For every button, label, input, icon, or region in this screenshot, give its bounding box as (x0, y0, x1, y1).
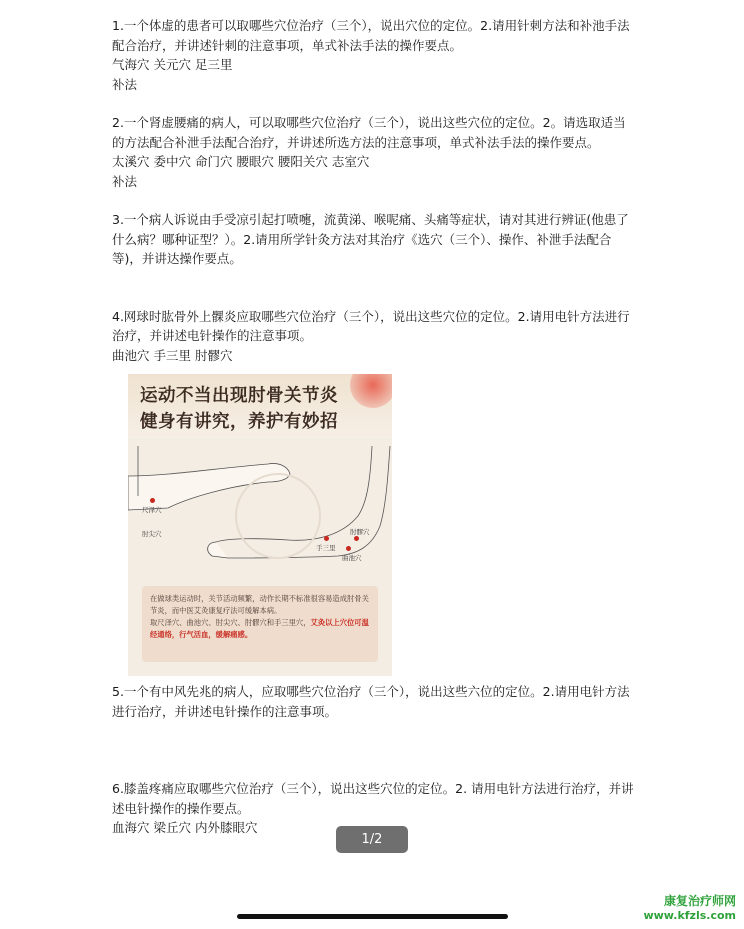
arm-illustration (128, 446, 392, 586)
shousanli-label: 手三里 (316, 544, 336, 552)
question-6-text: 6.膝盖疼痛应取哪些穴位治疗（三个），说出这些穴位的定位。2. 请用电针方法进行治疗，并讲述电针操作的操作要点。 (112, 781, 634, 816)
zhouliao-point-marker (354, 536, 359, 541)
question-2-points: 太溪穴 委中穴 命门穴 腰眼穴 腰阳关穴 志室穴 (112, 154, 370, 169)
figure-title-line2: 健身有讲究，养护有妙招 (140, 412, 338, 432)
quchi-label: 曲池穴 (342, 554, 362, 562)
zhoujian-label: 肘尖穴 (142, 530, 162, 538)
document-body-continued (112, 682, 634, 838)
chize-label: 尺泽穴 (142, 506, 162, 514)
home-indicator[interactable] (237, 914, 508, 919)
question-3-text: 3.一个病人诉说由手受凉引起打喷嚏，流黄涕、喉呢痛、头痛等症状，请对其进行辨证(他患了什么病？哪种证型？）。2.请用所学针灸方法对其治疗《选穴（三个）、操作、补泄手法配合等)，并讲达操作要点。 (112, 212, 629, 266)
question-1-method: 补法 (112, 76, 138, 92)
question-6-points: 血海穴 梁丘穴 内外膝眼穴 (112, 820, 258, 835)
document-body (112, 16, 634, 365)
question-4-text: 4.网球时肱骨外上髁炎应取哪些穴位治疗（三个），说出这些穴位的定位。2.请用电针方法进行治疗，并讲述电针操作的注意事项。 (112, 308, 630, 343)
page-indicator: 1/2 (336, 826, 408, 853)
figure-caption-text1: 在做球类运动时，关节活动频繁，动作长期不标准很容易造成肘骨关节炎，而中医艾灸康复疗法可缓解本病。 (150, 594, 369, 615)
chize-point-marker (150, 498, 155, 503)
question-4-points: 曲池穴 手三里 肘髎穴 (112, 347, 233, 363)
shousanli-point-marker (324, 536, 329, 541)
question-2-text: 2.一个肾虚腰痛的病人，可以取哪些穴位治疗（三个），说出这些穴位的定位。2。请选取适当的方法配合补泄手法配合治疗，并讲述所选方法的注意事项，单式补法手法的操作要点。 (112, 115, 626, 150)
figure-caption-text2: 取尺泽穴、曲池穴、肘尖穴、肘髎穴和手三里穴， (150, 618, 311, 627)
question-1-text: 1.一个体虚的患者可以取哪些穴位治疗（三个），说出穴位的定位。2.请用针刺方法和补池手法配合治疗，并讲述针刺的注意事项，单式补法手法的操作要点。 (112, 18, 630, 53)
elbow-acupoint-figure (128, 374, 392, 676)
watermark-url: www.kfzls.com (643, 909, 736, 922)
question-5-text: 5.一个有中风先兆的病人，应取哪些穴位治疗（三个），说出这些六位的定位。2.请用电针方法进行治疗，并讲述电针操作的注意事项。 (112, 684, 630, 719)
figure-title-line1: 运动不当出现肘骨关节炎 (140, 386, 338, 406)
figure-caption-highlight: 艾灸以上穴位可温经通络，行气活血，缓解痛感。 (150, 618, 369, 639)
zhouliao-label: 肘髎穴 (350, 528, 370, 536)
question-1-points: 气海穴 关元穴 足三里 (112, 57, 233, 72)
figure-caption-box (142, 586, 378, 662)
quchi-point-marker (346, 546, 351, 551)
watermark-site-name: 康复治疗师网 (663, 894, 736, 908)
question-2-method: 补法 (112, 173, 138, 189)
